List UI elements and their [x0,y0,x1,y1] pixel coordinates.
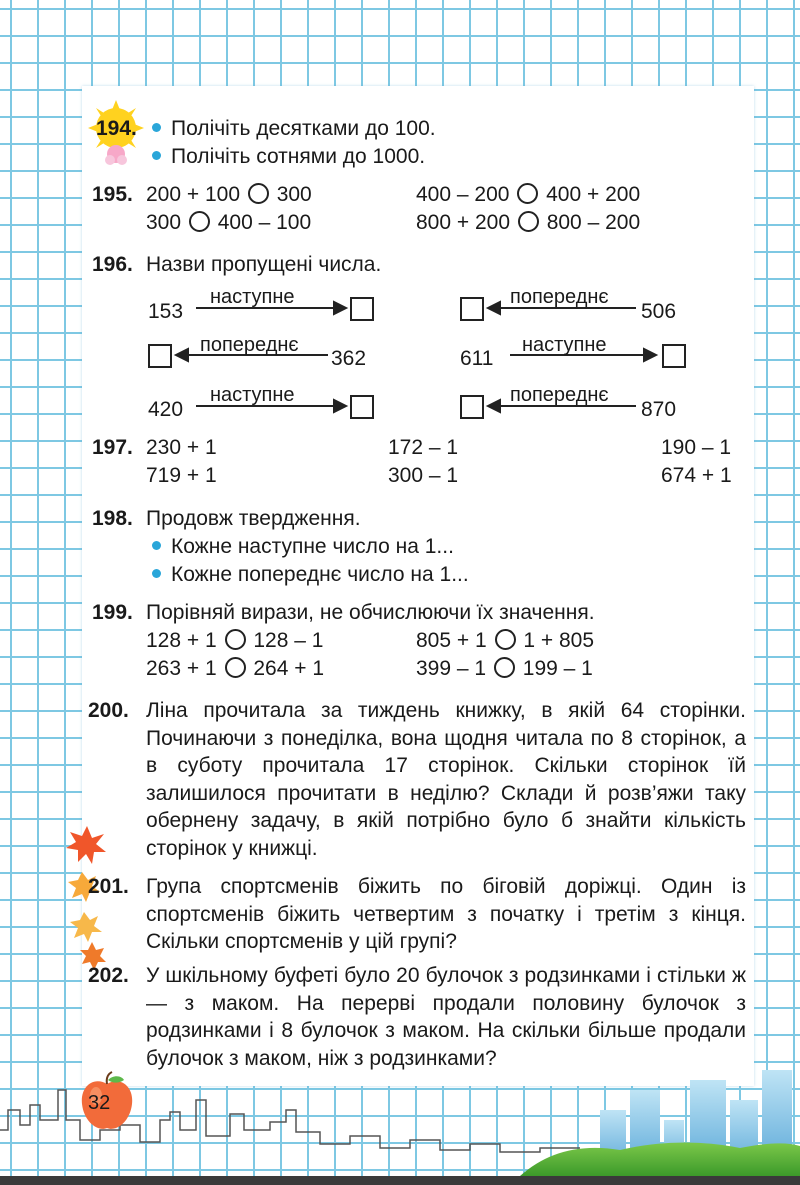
compare-pair: 399 – 1 199 – 1 [416,657,593,680]
task-198-bullet-2: Кожне попереднє число на 1... [152,561,469,588]
compare-pair: 805 + 1 1 + 805 [416,629,594,652]
item-number: 870 [641,398,677,421]
arrow-label: попереднє [510,286,609,308]
compare-circle [225,657,246,678]
expression: 719 + 1 [146,464,217,487]
task-197-number: 197. [92,436,133,459]
item-number: 420 [148,398,184,421]
footer-bar [0,1176,800,1185]
answer-box[interactable] [460,297,484,321]
task-194-bullet-1: Полічіть десятками до 100. [152,115,436,142]
task-196-number: 196. [92,253,133,276]
item-number: 506 [641,300,677,323]
task-194-number: 194. [96,117,137,140]
task-195-row2-left: 300 400 – 100 [146,211,312,234]
expression: 190 – 1 [661,436,732,459]
task-199-title: Порівняй вирази, не обчислюючи їх значення. [146,601,595,624]
task-195-number: 195. [92,183,133,206]
answer-box[interactable] [350,395,374,419]
arrow-label: попереднє [510,384,609,406]
item-number: 153 [148,300,184,323]
compare-circle [225,629,246,650]
answer-box[interactable] [148,344,172,368]
task-202-number: 202. [88,964,129,987]
task-198-bullet-1: Кожне наступне число на 1... [152,533,454,560]
task-202-text: У шкільному буфеті було 20 булочок з родзинками і стільки ж — з маком. На перерві продали половину булочок з родзинками і 8 булочок з маком. На скільки більше продали булочок з маком, ніж з родзинками? [146,964,746,1070]
task-198-title: Продовж твердження. [146,507,361,530]
task-200-number: 200. [88,699,129,722]
answer-box[interactable] [662,344,686,368]
arrow-label: наступне [210,286,295,308]
expression: 300 – 1 [388,464,459,487]
expression: 674 + 1 [661,464,732,487]
arrow-label: наступне [210,384,295,406]
page-number: 32 [88,1092,111,1114]
expression: 230 + 1 [146,436,217,459]
task-199-number: 199. [92,601,133,624]
compare-pair: 263 + 1 264 + 1 [146,657,324,680]
task-201-text: Група спортсменів біжить по біговій доріжці. Один із спортсменів біжить четвертим з початку і третім з кінця. Скільки спортсменів у цій групі? [146,875,746,953]
task-198-number: 198. [92,507,133,530]
arrow-label: попереднє [200,334,299,356]
answer-box[interactable] [460,395,484,419]
answer-box[interactable] [350,297,374,321]
item-number: 362 [331,347,367,370]
compare-pair: 128 + 1 128 – 1 [146,629,324,652]
arrows-layer [0,0,800,460]
task-196-title: Назви пропущені числа. [146,253,382,276]
bullet-icon [152,541,161,550]
arrow-label: наступне [522,334,607,356]
bullet-icon [152,569,161,578]
item-number: 611 [460,347,494,370]
task-201-number: 201. [88,875,129,898]
task-195-row1-left: 200 + 100 300 [146,183,312,206]
task-195-row1-right: 400 – 200 400 + 200 [416,183,641,206]
compare-circle [495,629,516,650]
task-200-text: Ліна прочитала за тиждень книжку, в якій 64 сторінки. Починаючи з понеділка, вона щодня читала по 8 сторінок, а в суботу прочитала 17 сторінок. Скільки сторінок їй залишилося прочитати в неділю? Склади й розв’яжи таку обернену задачу, в якій потрібно було б знайти кількість сторінок у книжці. [146,699,746,860]
task-195-row2-right: 800 + 200 800 – 200 [416,211,641,234]
compare-circle [494,657,515,678]
expression: 172 – 1 [388,436,459,459]
task-194-bullet-2: Полічіть сотнями до 1000. [152,143,425,170]
